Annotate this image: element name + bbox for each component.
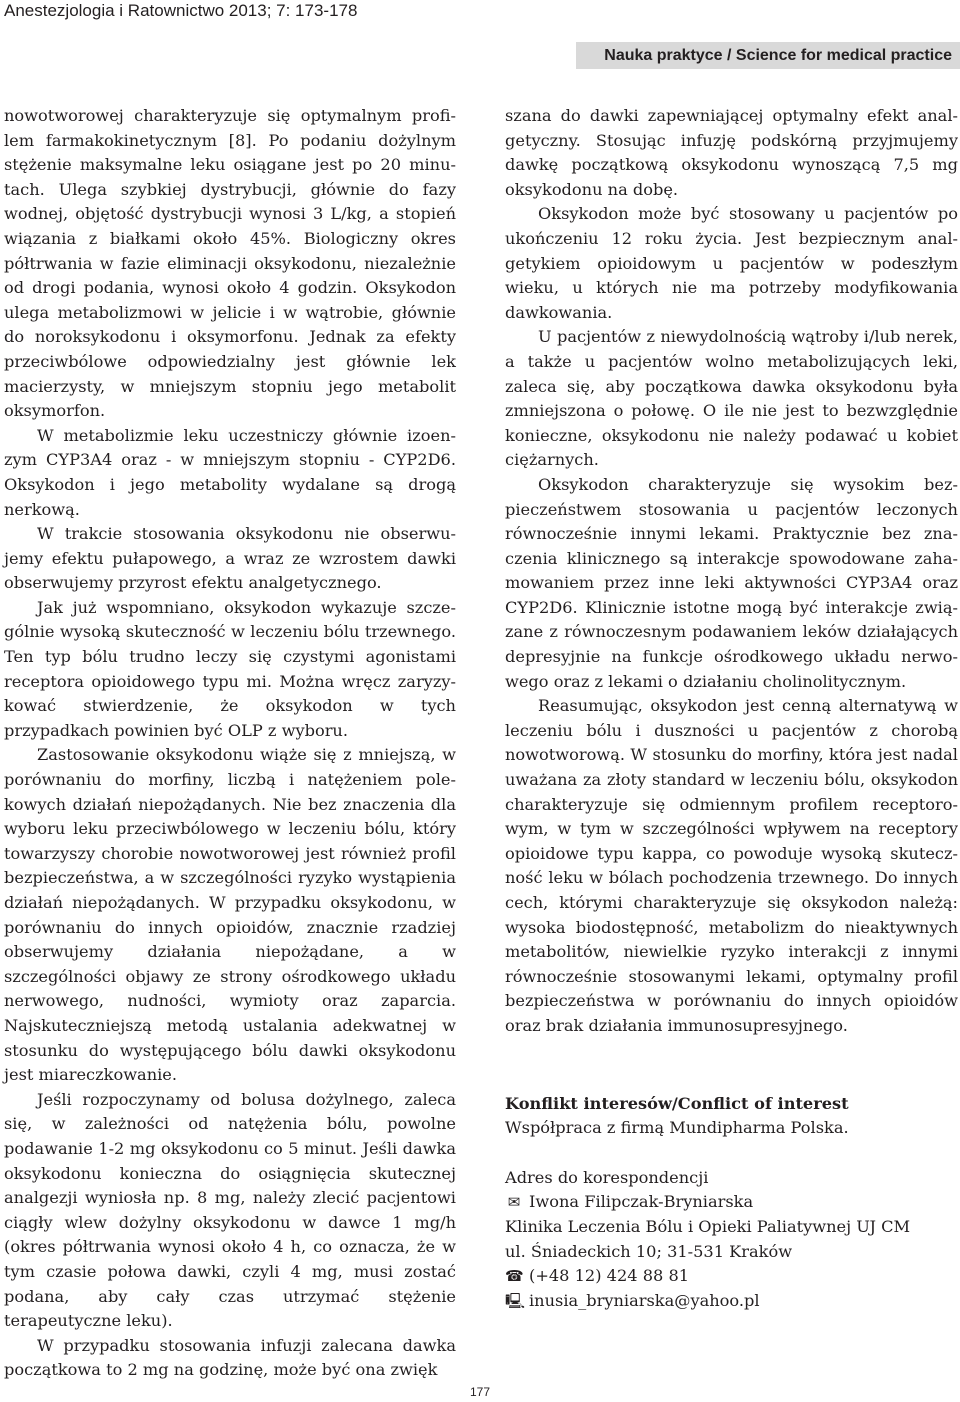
correspondence-institution: Klinika Leczenia Bólu i Opieki Paliatywnej UJ CM bbox=[505, 1216, 911, 1236]
body-paragraph: W przypadku stosowania infuzji zalecana dawka początkowa to 2 mg na godzinę, może być ona zwięk bbox=[4, 1335, 456, 1380]
conflict-of-interest-text: Współpraca z firmą Mundipharma Polska. bbox=[505, 1118, 849, 1138]
body-paragraph: W metabolizmie leku uczestniczy głównie izoenzym CYP3A4 oraz - w mniejszym stopniu - CYP2D6. Oksykodon i jego metabolity wydalane są drogą nerkową. bbox=[4, 425, 456, 519]
correspondence-label: Adres do korespondencji bbox=[505, 1167, 709, 1187]
body-paragraph: Zastosowanie oksykodonu wiąże się z mniejszą, w porównaniu do morfiny, liczbą i natężeniem polekowych działań niepożądanych. Nie bez znaczenia dla wyboru leku przeciwbólowego w leczeniu bólu, który towarzyszy chorobie nowotworowej jest również profil bezpieczeństwa, a w szczególności ryzyko wystąpienia działań niepożądanych. W przypadku oksykodonu, w porównaniu do innych opioidów, znacznie rzadziej obserwujemy działania niepożądane, a w szczególności objawy ze strony ośrodkowego układu nerwowego, nudności, wymioty oraz zaparcia. Najskuteczniejszą metodą ustalania adekwatnej w stosunku do występującego bólu dawki oksykodonu jest miareczkowanie. bbox=[4, 745, 456, 1085]
body-paragraph: Jeśli rozpoczynamy od bolusa dożylnego, zaleca się, w zależności od natężenia bólu, powolne podawanie 1-2 mg oksykodonu co 5 minut. Jeśli dawka oksykodonu konieczna do osiągnięcia skutecznej analgezji wyniosła np. 8 mg, należy zlecić pacjentowi ciągły wlew dożylny oksykodonu w dawce 1 mg/h (okres półtrwania wynosi około 4 h, co oznacza, że w tym czasie połowa dawki, czyli 4 mg, musi zostać podana, aby cały czas utrzymać stężenie terapeutyczne leku). bbox=[4, 1089, 456, 1331]
body-paragraph: Oksykodon może być stosowany u pacjentów po ukończeniu 12 roku życia. Jest bezpiecznym analgetykiem opioidowym u pacjentów w podeszłym wieku, u których nie ma potrzeby modyfikowania dawkowania. bbox=[505, 204, 958, 322]
body-paragraph: U pacjentów z niewydolnością wątroby i/lub nerek, a także u pacjentów wolno metabolizujących leki, zaleca się, aby początkowa dawka oksykodonu była zmniejszona o połowę. O ile nie jest to bezwzględnie konieczne, oksykodonu nie należy podawać u kobiet ciężarnych. bbox=[505, 327, 958, 470]
correspondence-name-line bbox=[505, 1190, 958, 1215]
correspondence-street: ul. Śniadeckich 10; 31-531 Kraków bbox=[505, 1241, 793, 1261]
body-paragraph: Oksykodon charakteryzuje się wysokim bezpieczeństwem stosowania u pacjentów leczonych równocześnie innymi lekami. Praktycznie bez znaczenia klinicznego są interakcje spowodowane zahamowaniem przez inne leki aktywności CYP3A4 oraz CYP2D6. Klinicznie istotne mogą być interakcje związane z równoczesnym podawaniem leków działających depresyjnie na funkcje ośrodkowego układu nerwowego oraz z lekami o działaniu cholinolitycznym. bbox=[505, 474, 958, 691]
journal-citation: Anestezjologia i Ratownictwo 2013; 7: 173-178 bbox=[4, 1, 358, 20]
correspondence-email-line bbox=[505, 1289, 958, 1314]
section-banner: Nauka praktyce / Science for medical practice bbox=[576, 42, 960, 69]
correspondence-block bbox=[505, 1166, 958, 1314]
body-paragraph: W trakcie stosowania oksykodonu nie obserwujemy efektu pułapowego, a wraz ze wzrostem dawki obserwujemy przyrost efektu analgetycznego. bbox=[4, 524, 456, 593]
right-column bbox=[505, 104, 958, 1313]
correspondence-phone-line bbox=[505, 1264, 958, 1289]
body-paragraph: nowotworowej charakteryzuje się optymalnym profilem farmakokinetycznym [8]. Po podaniu dożylnym stężenie maksymalne leku osiągane jest po 20 minutach. Ulega szybkiej dystrybucji, głównie do fazy wodnej, objętość dystrybucji wynosi 3 L/kg, a stopień wiązania z białkami około 45%. Biologiczny okres półtrwania w fazie eliminacji oksykodonu, niezależnie od drogi podania, wynosi około 4 godzin. Oksykodon ulega metabolizmowi w jelicie i w wątrobie, głównie do noroksykodonu i oksymorfonu. Jednak za efekty przeciwbólowe odpowiedzialny jest głównie lek macierzysty, w mniejszym stopniu jego metabolit oksymorfon. bbox=[4, 106, 456, 421]
body-paragraph: szana do dawki zapewniającej optymalny efekt analgetyczny. Stosując infuzję podskórną przyjmujemy dawkę początkową oksykodonu wynoszącą 7,5 mg oksykodonu na dobę. bbox=[505, 106, 958, 199]
conflict-of-interest-heading: Konflikt interesów/Conflict of interest bbox=[505, 1093, 849, 1113]
correspondence-email[interactable]: inusia_bryniarska@yahoo.pl bbox=[529, 1290, 760, 1310]
envelope-icon: ✉ bbox=[507, 1193, 521, 1212]
page-number: 177 bbox=[469, 1385, 491, 1399]
left-column bbox=[4, 104, 456, 1383]
body-paragraph: Reasumując, oksykodon jest cenną alternatywą w leczeniu bólu i duszności u pacjentów z chorobą nowotworową. W stosunku do morfiny, która jest nadal uważana za złoty standard w leczeniu bólu, oksykodon charakteryzuje się odmiennym profilem receptorowym, w tym w szczególności wpływem na receptory opioidowe typu kappa, co powoduje wysoką skuteczność leku w bólach pochodzenia trzewnego. Do innych cech, którymi charakteryzuje się oksykodon należą: wysoka biodostępność, metabolizm do nieaktywnych metabolitów, niewielkie ryzyko interakcji z innymi równocześnie stosowanymi lekami, optymalny profil bezpieczeństwa w porównaniu do innych opioidów oraz brak działania immunosupresyjnego. bbox=[505, 696, 958, 1035]
telephone-icon: ☎ bbox=[505, 1267, 524, 1286]
correspondence-name: Iwona Filipczak-Bryniarska bbox=[529, 1192, 754, 1212]
computer-icon: 🖳 bbox=[505, 1291, 526, 1310]
body-paragraph: Jak już wspomniano, oksykodon wykazuje szczególnie wysoką skuteczność w leczeniu bólu trzewnego. Ten typ bólu trudno leczy się czystymi agonistami receptora opioidowego typu mi. Można wręcz zaryzykować stwierdzenie, że oksykodon w tych przypadkach powinien być OLP z wyboru. bbox=[4, 597, 456, 740]
correspondence-phone: (+48 12) 424 88 81 bbox=[529, 1266, 690, 1286]
